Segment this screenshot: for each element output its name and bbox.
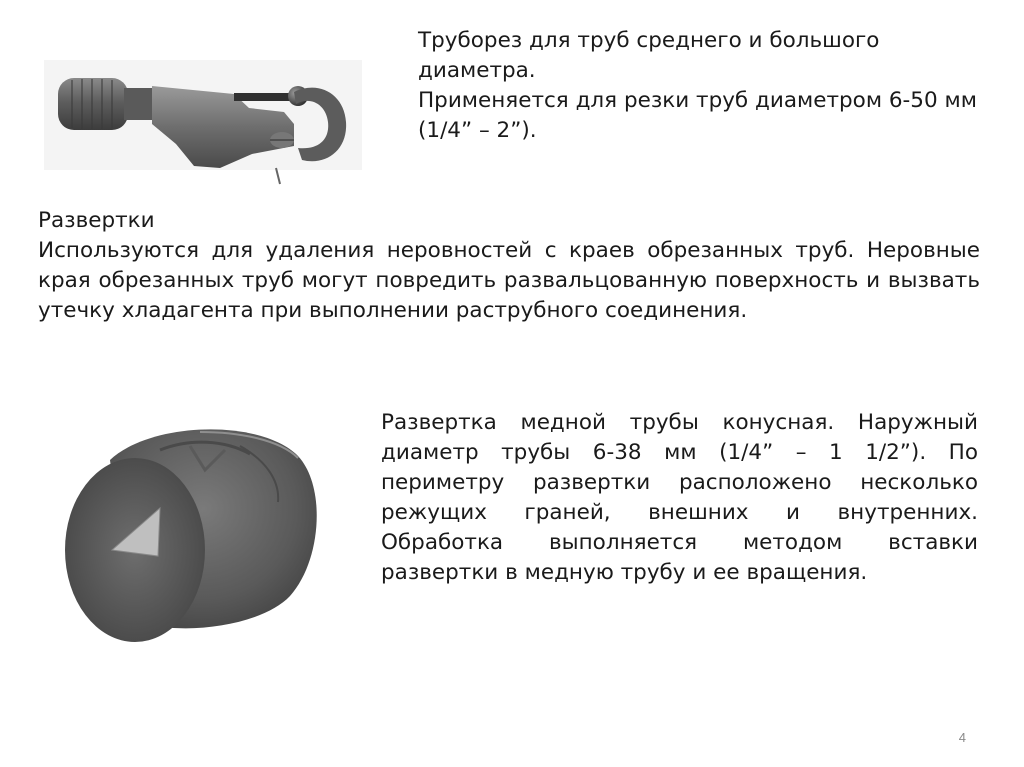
pipe-cutter-title: Труборез для труб среднего и большого диаметра. (418, 28, 880, 83)
reamers-heading: Развертки (38, 208, 155, 233)
page-number: 4 (958, 730, 966, 745)
pipe-cutter-image (44, 50, 362, 190)
pipe-cutter-text (418, 26, 978, 146)
reamers-body: Используются для удаления неровностей с краев обрезанных труб. Неровные края обрезанных труб могут повредить развальцованную поверхность и вызвать утечку хладагента при выполнении раструбного соединения. (38, 238, 980, 323)
reamers-section (38, 206, 980, 326)
pipe-cutter-description: Применяется для резки труб диаметром 6-50 мм (1/4” – 2”). (418, 88, 977, 143)
conical-reamer-image (40, 410, 340, 650)
conical-reamer-body: Развертка медной трубы конусная. Наружный диаметр трубы 6-38 мм (1/4” – 1 1/2”). По периметру развертки расположено несколько режущих граней, внешних и внутренних. Обработка выполняется методом вставки развертки в медную трубу и ее вращения. (381, 410, 978, 585)
conical-reamer-text (381, 408, 978, 588)
